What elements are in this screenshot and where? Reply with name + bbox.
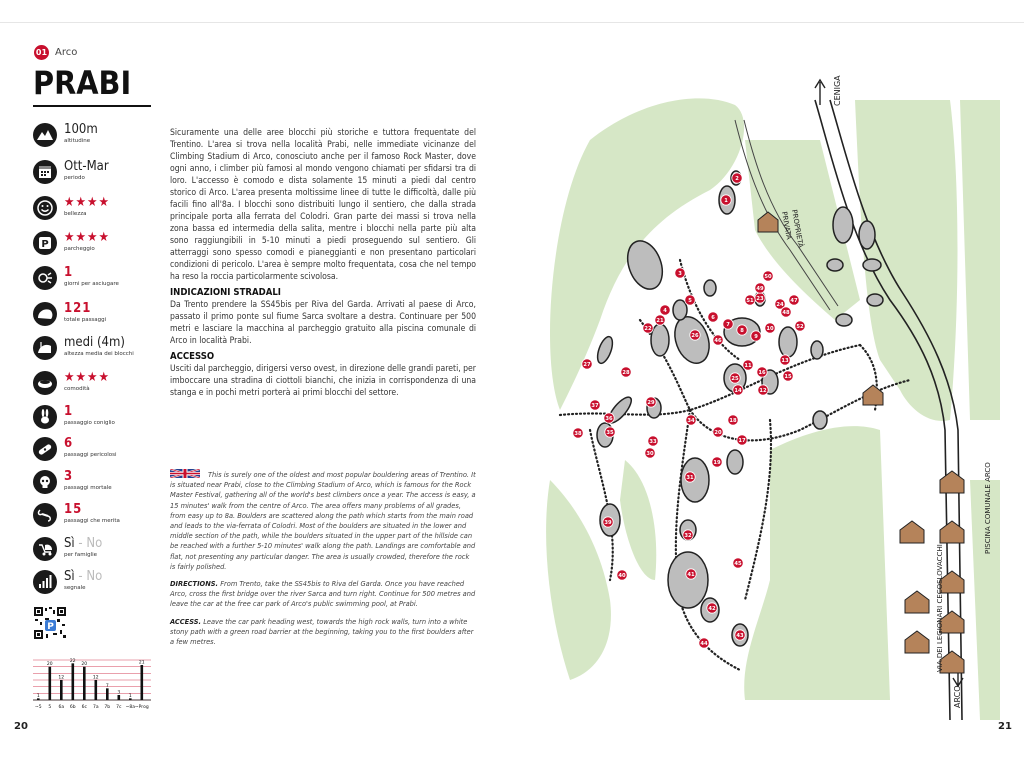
stat-label: passaggi pericolosi bbox=[64, 452, 117, 458]
stat-row bbox=[33, 160, 109, 184]
boulder-marker-number: 14 bbox=[734, 388, 742, 394]
histogram-value-label: 20 bbox=[46, 662, 53, 668]
boulder-marker-number: 45 bbox=[734, 561, 742, 567]
stat-label: altitudine bbox=[64, 138, 91, 144]
histogram-value-label: 1 bbox=[128, 693, 132, 699]
map-label-road: VIA DEI LEGIONARI CECOSLOVACCHI bbox=[936, 544, 944, 672]
stat-value-off: - No bbox=[74, 536, 103, 551]
boulder-marker-number: 12 bbox=[759, 388, 767, 394]
stat-label: altezza media dei blocchi bbox=[64, 351, 134, 357]
boulder-marker-number: 8 bbox=[740, 328, 744, 334]
histogram-value-label: 7 bbox=[105, 683, 109, 689]
histogram-value-label: 22 bbox=[69, 658, 76, 664]
bandage-icon bbox=[33, 437, 57, 461]
page-title: PRABI bbox=[33, 64, 132, 102]
boulder-marker-number: 48 bbox=[782, 310, 790, 316]
stat-label: giorni per asciugare bbox=[64, 281, 119, 287]
boulder-marker-number: 52 bbox=[796, 324, 804, 330]
drying-icon bbox=[33, 266, 57, 290]
histogram-bar bbox=[83, 667, 86, 700]
stat-row bbox=[33, 266, 119, 290]
histogram-value-label: 1 bbox=[36, 693, 40, 699]
stat-row bbox=[33, 302, 106, 326]
boulder-marker-number: 30 bbox=[646, 451, 654, 457]
boulder-marker-number: 31 bbox=[686, 475, 694, 481]
chapter-marker bbox=[34, 45, 77, 60]
boulder-marker-number: 33 bbox=[649, 439, 657, 445]
boulder-marker-number: 1 bbox=[724, 198, 728, 204]
english-directions bbox=[170, 579, 476, 610]
map-label-private-2: PRIVATA bbox=[780, 210, 793, 241]
histogram-category-label: 7b bbox=[104, 705, 111, 710]
stat-value: ★★★★ bbox=[64, 195, 110, 210]
english-access-text: Leave the car park heading west, towards the high rock walls, turn into a white stony path with a green road barrier at the beginning, taking you to the first boulders after a few metres. bbox=[170, 616, 474, 647]
boulder-marker-number: 35 bbox=[606, 430, 614, 436]
boulder-marker-number: 3 bbox=[678, 271, 682, 277]
italian-description bbox=[170, 127, 476, 399]
english-intro bbox=[170, 469, 476, 572]
ceniga-arrow-icon bbox=[815, 80, 825, 105]
histogram-value-label: 20 bbox=[81, 662, 88, 668]
quickdraw-icon bbox=[33, 503, 57, 527]
stat-value: Ott-Mar bbox=[64, 159, 109, 174]
stat-row bbox=[33, 570, 102, 594]
map-label-arco: ARCO bbox=[953, 685, 962, 708]
signal-icon bbox=[33, 570, 57, 594]
stat-value: 121 bbox=[64, 301, 92, 316]
stat-value: Sì - No bbox=[64, 569, 103, 584]
stat-row bbox=[33, 437, 117, 461]
stat-label: parcheggio bbox=[64, 246, 95, 252]
map-label-pool: PISCINA COMUNALE ARCO bbox=[984, 462, 992, 554]
stat-row bbox=[33, 405, 115, 429]
boulder-marker-number: 18 bbox=[729, 418, 737, 424]
boulder-marker-number: 38 bbox=[574, 431, 582, 437]
boulder-marker-number: 13 bbox=[781, 358, 789, 364]
histogram-category-label: ~5 bbox=[34, 705, 42, 710]
histogram-bar bbox=[95, 680, 98, 700]
histogram-bar bbox=[141, 665, 144, 700]
boulder-marker-number: 34 bbox=[687, 418, 695, 424]
english-intro-text: This is surely one of the oldest and most popular bouldering areas of Trentino. It is situated near Prabi, close to the Climbing Stadium of Arco, which is famous for the Rock Master Festival, gathering all of the world's best climbers once a year. The access is easy, a 15 minutes' walk from the centre of Arco. The area offers many problems of all grades, from easy up to 8a. Boulders are scattered along the path which starts from the main road and leads to the via-ferrata of Colodri. Most of the boulders are situated in the lower and middle section of the path, while the boulders situated in the upper part of the hillside can be reached with a further 5-10 minutes' walk along the path. Landings are comfortable and flat, not presenting any particular danger. The area is usually crowded, therefore the rock is fairly polished. bbox=[170, 470, 476, 571]
boulder-marker-number: 28 bbox=[622, 370, 630, 376]
boulder-marker-number: 43 bbox=[736, 633, 744, 639]
map-green-south-east bbox=[744, 426, 890, 700]
boulder-marker-number: 37 bbox=[591, 403, 599, 409]
map-label-ceniga: CENIGA bbox=[833, 75, 842, 106]
map-green-south-west bbox=[546, 480, 611, 680]
stat-value: Sì - No bbox=[64, 536, 103, 551]
stat-value: 1 bbox=[64, 404, 74, 419]
english-access-label: ACCESS. bbox=[170, 616, 202, 626]
boulder-marker-number: 24 bbox=[776, 302, 784, 308]
boulder-marker-number: 46 bbox=[714, 338, 722, 344]
directions-heading: INDICAZIONI STRADALI bbox=[170, 287, 281, 298]
histogram-bar bbox=[106, 688, 109, 700]
histogram-category-label: 7a bbox=[92, 705, 99, 710]
skull-icon bbox=[33, 470, 57, 494]
access-paragraph: Usciti dal parcheggio, dirigersi verso ovest, in direzione delle grandi pareti, per imboccare una stradina di ciottoli bianchi, che inizia in corrispondenza di una stanga e in pochi metri porterà ai primi blocchi del settore. bbox=[170, 364, 476, 398]
boulder-marker-number: 4 bbox=[663, 308, 667, 314]
boulder-marker-number: 40 bbox=[618, 573, 626, 579]
stat-value: 100m bbox=[64, 122, 98, 137]
directions-paragraph: Da Trento prendere la SS45bis per Riva del Garda. Arrivati al paese di Arco, passato il primo ponte sul fiume Sarca svoltare a destra. Continuare per 500 metri e lasciare la macchina al parcheggio gratuito alla piscina comunale di Arco in località Prabi. bbox=[170, 300, 476, 346]
rabbit-icon bbox=[33, 405, 57, 429]
stat-value: ★★★★ bbox=[64, 230, 110, 245]
boulder-marker-number: 50 bbox=[764, 274, 772, 280]
boulder-marker-number: 39 bbox=[604, 520, 612, 526]
histogram-category-label: 6c bbox=[81, 705, 87, 710]
calendar-icon bbox=[33, 160, 57, 184]
boulder-marker-number: 16 bbox=[758, 370, 766, 376]
mountain-icon bbox=[33, 123, 57, 147]
english-access bbox=[170, 617, 476, 648]
boulder-marker-number: 20 bbox=[714, 430, 722, 436]
histogram-value-label: 21 bbox=[138, 660, 145, 666]
histogram-category-label: 5 bbox=[48, 705, 52, 710]
access-heading: ACCESSO bbox=[170, 351, 215, 362]
area-map bbox=[530, 60, 1000, 730]
stat-row bbox=[33, 336, 134, 360]
uk-flag-icon bbox=[170, 469, 200, 478]
stat-value: ★★★★ bbox=[64, 370, 110, 385]
boulder-marker-number: 25 bbox=[731, 376, 739, 382]
histogram-value-label: 3 bbox=[117, 690, 121, 696]
boulder-marker-number: 36 bbox=[605, 416, 613, 422]
boulder-marker-number: 27 bbox=[583, 362, 591, 368]
page-number-left: 20 bbox=[14, 721, 28, 732]
svg-text:P: P bbox=[41, 239, 49, 250]
stat-label: passaggio coniglio bbox=[64, 420, 115, 426]
boulder-marker-number: 9 bbox=[754, 334, 758, 340]
stat-label: per famiglie bbox=[64, 552, 98, 558]
stat-label: segnale bbox=[64, 585, 86, 591]
boulder-marker-number: 19 bbox=[713, 460, 721, 466]
map-green-right-strip bbox=[960, 100, 1000, 420]
histogram-bar bbox=[49, 667, 52, 700]
stat-label: passaggi mortale bbox=[64, 485, 112, 491]
boulder-marker-number: 22 bbox=[644, 326, 652, 332]
english-directions-text: From Trento, take the SS45bis to Riva del Garda. Once you have reached Arco, cross the first bridge over the river Sarca and turn right. Continue for 500 metres and leave the car at the free car park of Arco's public swimming pool, at Prabi. bbox=[170, 579, 476, 609]
boulder-icon bbox=[33, 302, 57, 326]
histogram-category-label: ~8a bbox=[125, 705, 136, 710]
english-directions-label: DIRECTIONS. bbox=[170, 579, 219, 589]
map-label-private: PROPRIETÀ bbox=[790, 208, 805, 249]
intro-paragraph: Sicuramente una delle aree blocchi più storiche e tuttora frequentate del Trentino. L'area si trova nella località Prabi, nelle immediate vicinanze del Climbing Stadium di Arco, conosciuto anche per il famoso Rock Master, dove ogni anno, i climber più famosi al mondo vengono chiamati per sfidarsi tra di loro. L'accesso è comodo e dista solamente 15 minuti a piedi dal centro storico di Arco. L'area presenta moltissime linee di tutte le difficoltà, dalle più facili fino all'8a. I blocchi sono distribuiti lungo il sentiero, che dalla strada principale porta alla ferrata del Colodri. Gran parte dei massi si trova nella zona bassa ed intermedia della salita, mentre i blocchi nella parte più alta sono raggiungibili in 5-10 minuti a piedi proseguendo sul sentiero. Gli atterraggi sono spesso comodi e pianeggianti e non presentano particolari condizioni di pericolo. L'area è sempre molto frequentata, cosa che nel tempo ha reso la roccia particolarmente scivolosa. bbox=[170, 128, 476, 282]
boulder-marker-number: 21 bbox=[656, 318, 664, 324]
boulder-marker-number: 47 bbox=[790, 298, 798, 304]
comfort-icon bbox=[33, 371, 57, 395]
stat-label: totale passaggi bbox=[64, 317, 107, 323]
area-name: Arco bbox=[55, 47, 78, 58]
boulder-marker-number: 42 bbox=[708, 606, 716, 612]
height-icon bbox=[33, 336, 57, 360]
stat-label: bellezza bbox=[64, 211, 87, 217]
boulder-marker-number: 6 bbox=[711, 315, 715, 321]
histogram-category-label: 6a bbox=[58, 705, 65, 710]
english-description bbox=[170, 469, 476, 654]
histogram-value-label: 12 bbox=[58, 675, 65, 681]
page-number-right: 21 bbox=[998, 721, 1012, 732]
stat-row bbox=[33, 196, 110, 220]
chapter-number: 01 bbox=[34, 45, 49, 60]
boulder-marker-number: 23 bbox=[756, 296, 764, 302]
stat-row bbox=[33, 503, 120, 527]
smiley-icon bbox=[33, 196, 57, 220]
stat-value: 1 bbox=[64, 265, 74, 280]
boulder-marker-number: 49 bbox=[756, 286, 764, 292]
boulder-marker-number: 41 bbox=[687, 572, 695, 578]
histogram-bar bbox=[60, 680, 63, 700]
stat-value: 15 bbox=[64, 502, 83, 517]
stat-row bbox=[33, 231, 110, 255]
stat-label: periodo bbox=[64, 175, 85, 181]
stat-value: 3 bbox=[64, 469, 74, 484]
boulder-marker-number: 11 bbox=[744, 363, 752, 369]
boulder-marker-number: 15 bbox=[784, 374, 792, 380]
boulder-marker-number: 5 bbox=[688, 298, 692, 304]
stat-row bbox=[33, 123, 98, 147]
svg-text:P: P bbox=[47, 622, 54, 632]
stat-row bbox=[33, 470, 112, 494]
qr-code bbox=[33, 606, 67, 640]
boulder-marker-number: 2 bbox=[735, 176, 739, 182]
boulder-marker-number: 44 bbox=[700, 641, 708, 647]
boulder-marker-number: 7 bbox=[726, 322, 730, 328]
histogram-category-label: 7c bbox=[116, 705, 122, 710]
histogram-value-label: 12 bbox=[92, 675, 99, 681]
parking-icon bbox=[33, 231, 57, 255]
stat-label: passaggi che merita bbox=[64, 518, 120, 524]
boulder-marker-number: 17 bbox=[738, 438, 746, 444]
stroller-icon bbox=[33, 537, 57, 561]
histogram-bar bbox=[118, 695, 121, 700]
histogram-category-label: 6b bbox=[69, 705, 76, 710]
stat-label: comodità bbox=[64, 386, 90, 392]
boulder-marker-number: 29 bbox=[647, 400, 655, 406]
boulder-marker-number: 10 bbox=[766, 326, 774, 332]
boulder-marker-number: 26 bbox=[691, 333, 699, 339]
title-underline bbox=[33, 105, 151, 107]
histogram-category-label: ~Prog bbox=[134, 705, 149, 710]
stat-value: 6 bbox=[64, 436, 74, 451]
boulder-marker-number: 51 bbox=[746, 298, 754, 304]
stat-row bbox=[33, 371, 110, 395]
stat-value: medi (4m) bbox=[64, 335, 125, 350]
histogram-bar bbox=[72, 663, 75, 700]
grade-histogram bbox=[33, 656, 153, 714]
map-green-mid-west bbox=[620, 460, 656, 580]
stat-value-off: - No bbox=[74, 569, 103, 584]
boulder-marker-number: 32 bbox=[684, 533, 692, 539]
stat-row bbox=[33, 537, 102, 561]
top-rule bbox=[0, 22, 1024, 23]
